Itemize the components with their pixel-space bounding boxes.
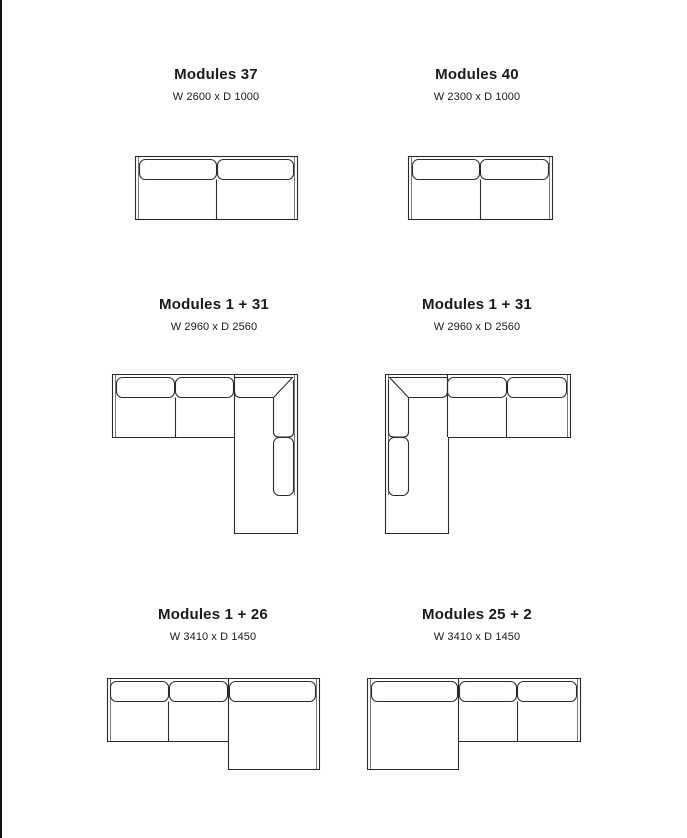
config-title: Modules 1 + 31 [422, 296, 532, 313]
sofa-plan-corner-right [113, 375, 298, 534]
config-dimensions: W 3410 x D 1450 [169, 631, 257, 643]
sofa-plan-modules-37 [136, 157, 298, 220]
config-title: Modules 25 + 2 [422, 606, 532, 623]
config-title: Modules 1 + 26 [158, 606, 268, 623]
config-title: Modules 1 + 31 [159, 296, 269, 313]
sofa-plan-chaise-left [368, 679, 581, 770]
config-title: Modules 37 [174, 66, 258, 83]
sofa-plan-modules-40 [409, 157, 553, 220]
config-dimensions: W 2600 x D 1000 [172, 91, 260, 103]
config-title: Modules 40 [435, 66, 519, 83]
sofa-plan-corner-left [386, 375, 571, 534]
config-dimensions: W 2960 x D 2560 [433, 321, 521, 333]
config-dimensions: W 2300 x D 1000 [433, 91, 521, 103]
config-dimensions: W 3410 x D 1450 [433, 631, 521, 643]
sofa-plan-chaise-right [108, 679, 320, 770]
config-dimensions: W 2960 x D 2560 [170, 321, 258, 333]
